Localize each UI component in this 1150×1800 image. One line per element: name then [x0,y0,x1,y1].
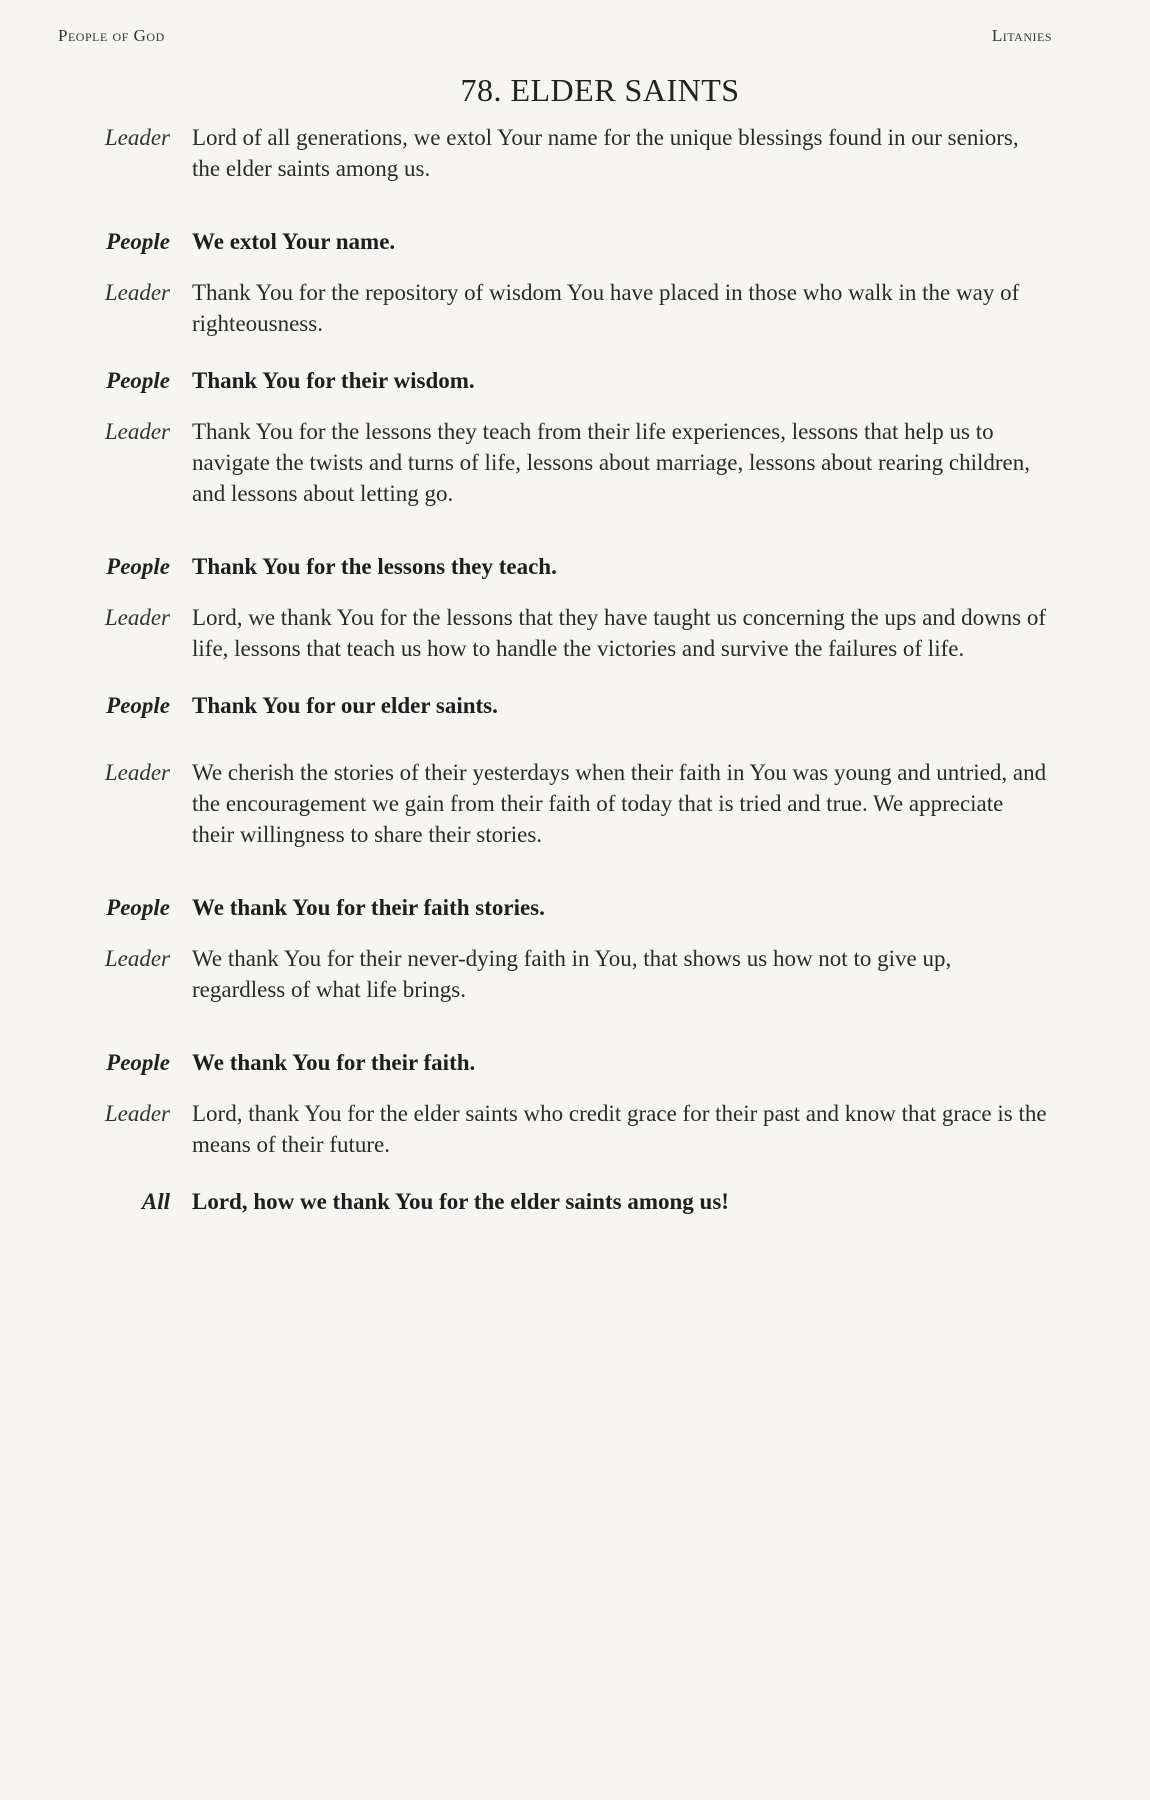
running-head-right: Litanies [991,26,1052,45]
line-text: Thank You for the lessons they teach from their life experiences, lessons that help us to navigate the twists and turns of life, lessons about marriage, lessons about rearing children, and lessons about letting go. [192,419,1031,506]
line-text: We extol Your name. [192,229,396,254]
litany-line-leader [60,943,1050,1005]
speaker-label: People [106,693,170,718]
speaker-label: Leader [104,760,170,785]
litany-title: 78. ELDER SAINTS [460,72,740,108]
litany-line-people [60,1047,1050,1078]
litany-line-people [60,365,1050,396]
litany-line-people [60,226,1050,257]
speaker-label: People [106,554,170,579]
line-text: Lord of all generations, we extol Your name for the unique blessings found in our seniors, the elder saints among us. [192,125,1019,181]
speaker-label: All [141,1189,170,1214]
line-text: We cherish the stories of their yesterdays when their faith in You was young and untried, and the encouragement we gain from their faith of today that is tried and true. We appreciate their willingness to share their stories. [192,760,1047,847]
litany-line-all [60,1186,1050,1217]
speaker-label: Leader [104,605,170,630]
speaker-label: People [106,368,170,393]
litany-line-people [60,690,1050,721]
litany-line-people [60,551,1050,582]
speaker-label: People [106,895,170,920]
speaker-label: Leader [104,419,170,444]
line-text: Thank You for the lessons they teach. [192,554,557,579]
speaker-label: Leader [104,946,170,971]
speaker-label: Leader [104,280,170,305]
line-text: Lord, thank You for the elder saints who credit grace for their past and know that grace is the means of their future. [192,1101,1047,1157]
line-text: Thank You for our elder saints. [192,693,498,718]
litany-line-leader [60,1098,1050,1160]
litany-line-leader [60,757,1050,850]
line-text: We thank You for their faith stories. [192,895,545,920]
litany-line-leader [60,602,1050,664]
speaker-label: Leader [104,1101,170,1126]
litany-body [60,122,1050,1217]
litany-line-leader [60,416,1050,509]
running-head-left: People of God [58,26,165,45]
line-text: Thank You for their wisdom. [192,368,475,393]
litany-line-leader [60,122,1050,184]
line-text: Lord, how we thank You for the elder saints among us! [192,1189,729,1214]
line-text: Thank You for the repository of wisdom You have placed in those who walk in the way of righteousness. [192,280,1020,336]
line-text: We thank You for their never-dying faith in You, that shows us how not to give up, regardless of what life brings. [192,946,952,1002]
speaker-label: People [106,1050,170,1075]
line-text: Lord, we thank You for the lessons that they have taught us concerning the ups and downs of life, lessons that teach us how to handle the victories and survive the failures of life. [192,605,1047,661]
litany-line-people [60,892,1050,923]
line-text: We thank You for their faith. [192,1050,476,1075]
litany-line-leader [60,277,1050,339]
speaker-label: Leader [104,125,170,150]
speaker-label: People [106,229,170,254]
